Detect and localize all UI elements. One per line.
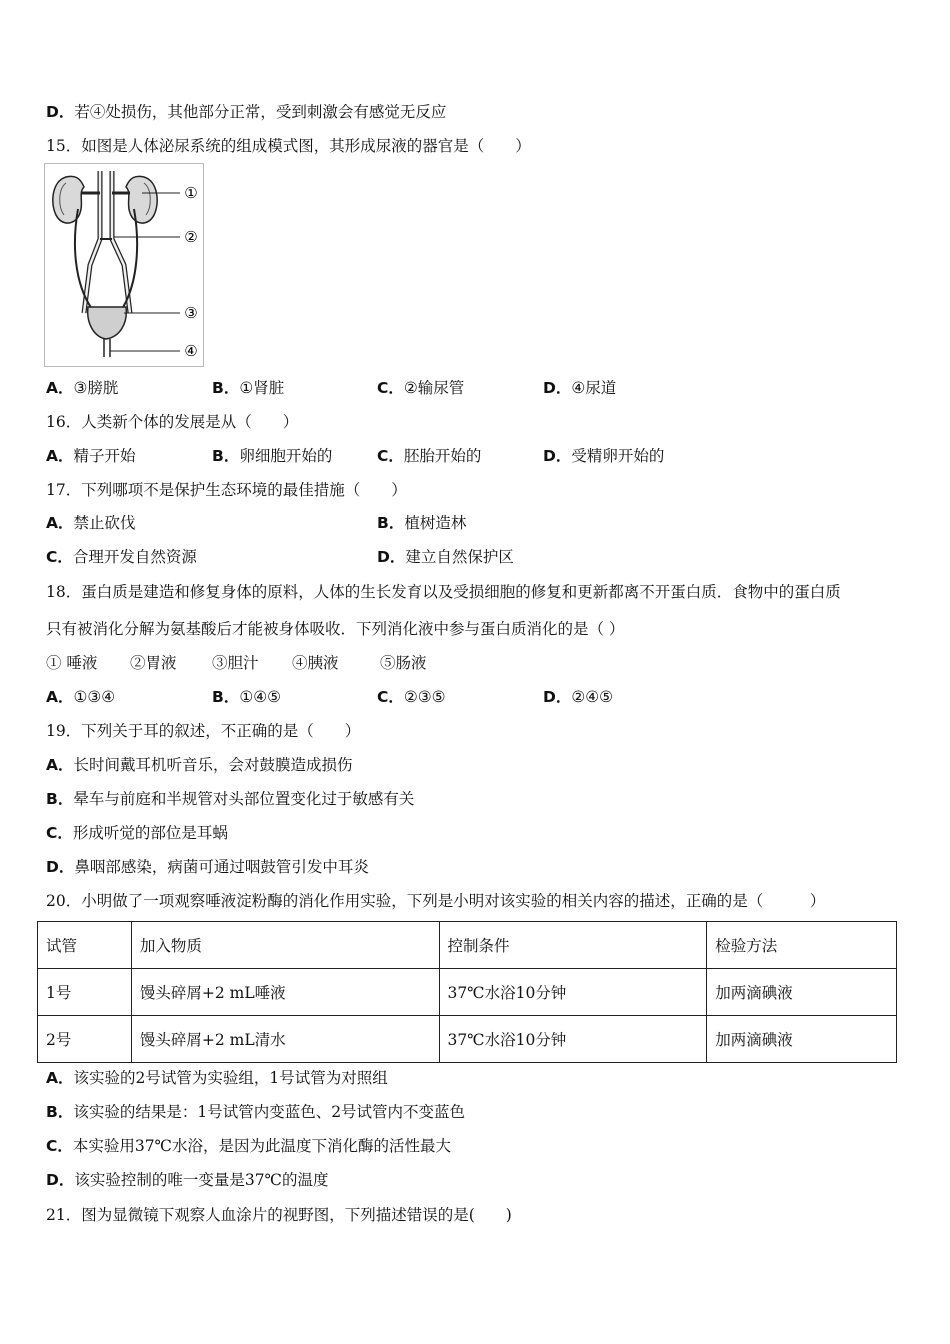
q15-option-c: C．②输尿管 <box>377 379 465 397</box>
q17-option-d: D．建立自然保护区 <box>377 548 514 566</box>
q21-stem: 21．图为显微镜下观察人血涂片的视野图，下列描述错误的是( ) <box>46 1206 512 1224</box>
q17-options-row2 <box>46 547 900 567</box>
label-1: ① <box>184 184 198 202</box>
q16-option-b: B．卵细胞开始的 <box>212 447 333 465</box>
left-kidney <box>53 176 84 223</box>
q19-option-d: D．鼻咽部感染，病菌可通过咽鼓管引发中耳炎 <box>46 858 369 876</box>
q18-option-c: C．②③⑤ <box>377 688 446 706</box>
label-3: ③ <box>184 304 198 322</box>
q19-option-c: C．形成听觉的部位是耳蜗 <box>46 824 228 842</box>
q16-stem: 16．人类新个体的发展是从（ ） <box>46 413 299 431</box>
table-cell: 加两滴碘液 <box>707 969 897 1016</box>
q18-option-a: A．①③④ <box>46 688 116 706</box>
table-cell: 馒头碎屑+2 mL唾液 <box>131 969 439 1016</box>
table-cell: 37℃水浴10分钟 <box>439 969 707 1016</box>
table-cell: 1号 <box>38 969 132 1016</box>
q15-option-d: D．④尿道 <box>543 379 617 397</box>
label-4: ④ <box>184 342 198 360</box>
q20-stem: 20．小明做了一项观察唾液淀粉酶的消化作用实验，下列是小明对该实验的相关内容的描述，正确的是（ ） <box>46 892 826 910</box>
q18-options <box>46 687 900 707</box>
q17-stem: 17．下列哪项不是保护生态环境的最佳措施（ ） <box>46 481 407 499</box>
right-kidney <box>126 176 157 223</box>
q15-option-a: A．③膀胱 <box>46 379 119 397</box>
q18-item-4: ④胰液 <box>292 654 339 672</box>
q20-option-a: A．该实验的2号试管为实验组，1号试管为对照组 <box>46 1069 388 1087</box>
table-row <box>38 969 897 1016</box>
q14-option-d: D．若④处损伤，其他部分正常，受到刺激会有感觉无反应 <box>46 103 447 121</box>
q18-item-3: ③胆汁 <box>212 654 259 672</box>
q18-item-5: ⑤肠液 <box>380 654 427 672</box>
q17-option-b: B．植树造林 <box>377 514 467 532</box>
table-header: 加入物质 <box>131 922 439 969</box>
bladder <box>88 307 127 339</box>
q18-item-2: ②胃液 <box>130 654 177 672</box>
table-header: 检验方法 <box>707 922 897 969</box>
q18-option-d: D．②④⑤ <box>543 688 614 706</box>
q15-option-b: B．①肾脏 <box>212 379 285 397</box>
q19-option-b: B．晕车与前庭和半规管对头部位置变化过于敏感有关 <box>46 790 415 808</box>
q20-option-c: C．本实验用37℃水浴，是因为此温度下消化酶的活性最大 <box>46 1137 451 1155</box>
q20-experiment-table <box>37 921 897 1063</box>
table-header: 试管 <box>38 922 132 969</box>
q15-stem: 15．如图是人体泌尿系统的组成模式图，其形成尿液的器官是（ ） <box>46 137 531 155</box>
q18-option-b: B．①④⑤ <box>212 688 282 706</box>
q20-option-b: B．该实验的结果是：1号试管内变蓝色、2号试管内不变蓝色 <box>46 1103 466 1121</box>
q18-items <box>46 653 900 673</box>
table-row <box>38 1016 897 1063</box>
table-header-row <box>38 922 897 969</box>
q18-item-1: ① 唾液 <box>46 654 98 672</box>
q19-option-a: A．长时间戴耳机听音乐，会对鼓膜造成损伤 <box>46 756 353 774</box>
q15-options <box>46 378 900 398</box>
q16-option-c: C．胚胎开始的 <box>377 447 482 465</box>
table-cell: 加两滴碘液 <box>707 1016 897 1063</box>
q16-options <box>46 446 900 466</box>
q17-options-row1 <box>46 513 900 533</box>
table-cell: 37℃水浴10分钟 <box>439 1016 707 1063</box>
q16-option-a: A．精子开始 <box>46 447 136 465</box>
q17-option-c: C．合理开发自然资源 <box>46 548 197 566</box>
table-header: 控制条件 <box>439 922 707 969</box>
q19-stem: 19．下列关于耳的叙述，不正确的是（ ） <box>46 722 361 740</box>
table-cell: 馒头碎屑+2 mL清水 <box>131 1016 439 1063</box>
q20-option-d: D．该实验控制的唯一变量是37℃的温度 <box>46 1171 329 1189</box>
q17-option-a: A．禁止砍伐 <box>46 514 136 532</box>
q18-stem-line2: 只有被消化分解为氨基酸后才能被身体吸收．下列消化液中参与蛋白质消化的是（ ） <box>46 620 625 638</box>
label-2: ② <box>184 228 198 246</box>
q16-option-d: D．受精卵开始的 <box>543 447 665 465</box>
urinary-system-diagram <box>44 163 204 367</box>
q18-stem-line1: 18．蛋白质是建造和修复身体的原料，人体的生长发育以及受损细胞的修复和更新都离不开蛋白质．食物中的蛋白质 <box>46 583 841 601</box>
table-cell: 2号 <box>38 1016 132 1063</box>
